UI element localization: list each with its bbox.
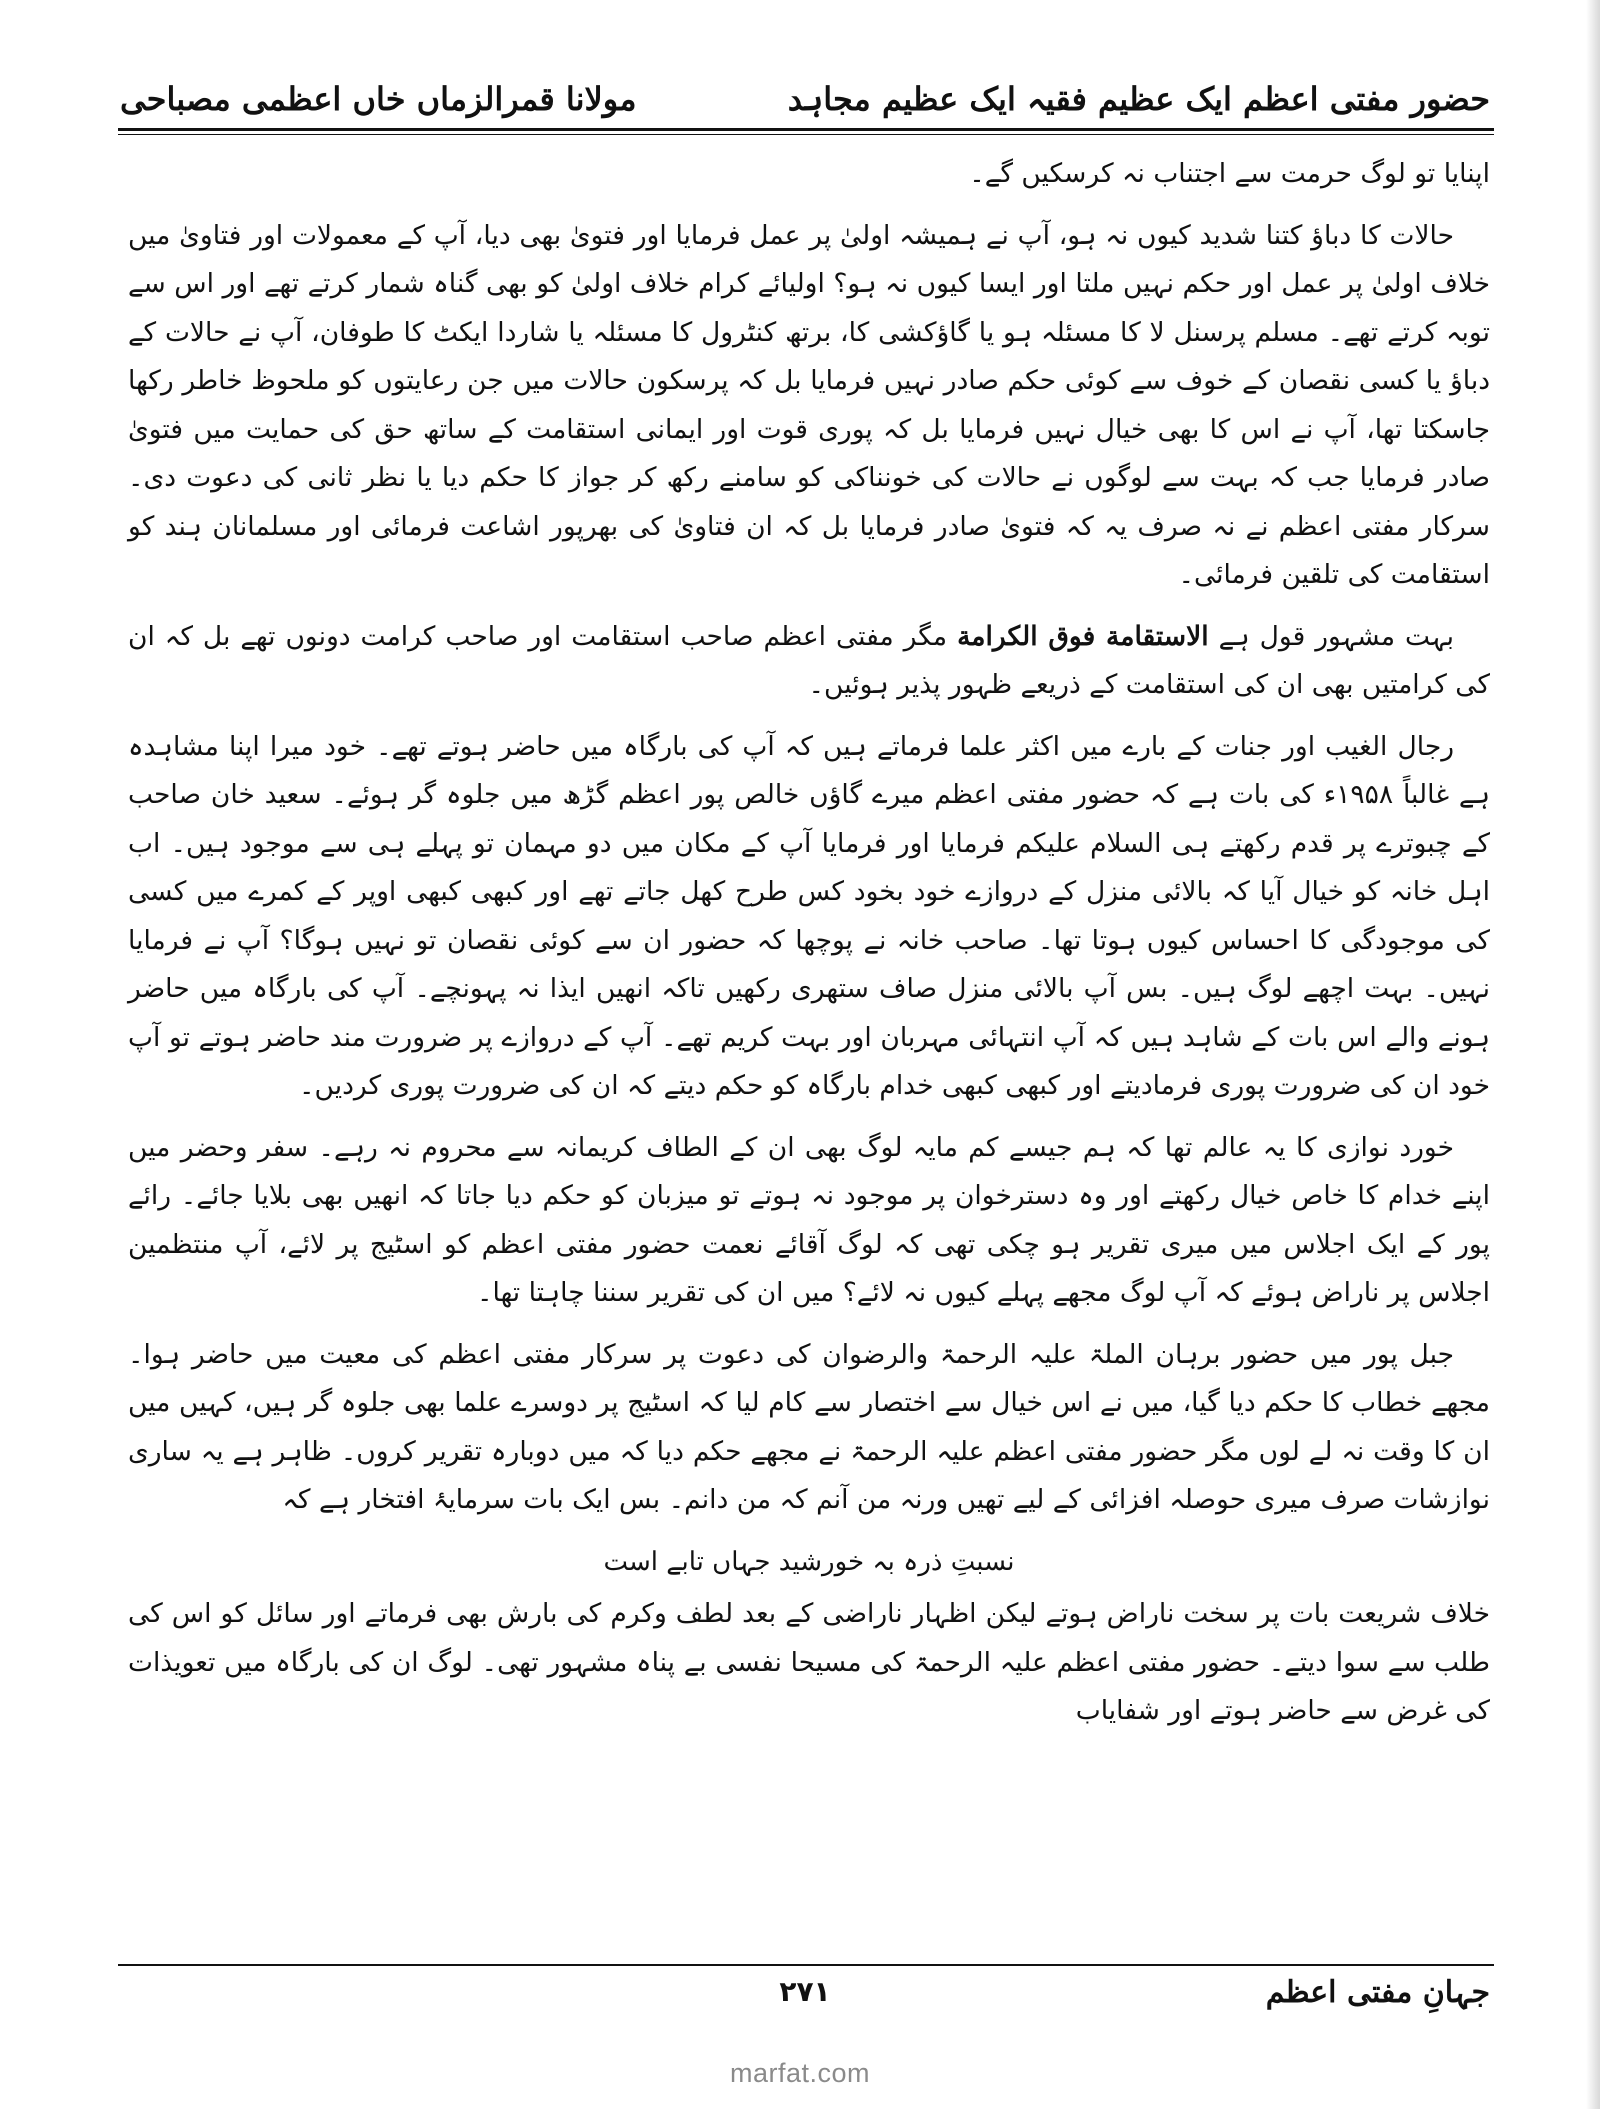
page-edge-shadow xyxy=(1586,0,1600,2109)
paragraph-jabalpur: جبل پور میں حضور برہان الملۃ علیہ الرحمۃ والرضوان کی دعوت پر سرکار مفتی اعظم کی معیت میں حاضر ہوا۔ مجھے خطاب کا حکم دیا گیا، میں نے اس خیال سے اختصار سے کام لیا کہ اسٹیج پر دوسرے علما بھی جلوہ گر ہیں، کہیں میں ان کا وقت نہ لے لوں مگر حضور مفتی اعظم علیہ الرحمۃ نے مجھے حکم دیا کہ میں دوبارہ تقریر کروں۔ ظاہر ہے یہ ساری نوازشات صرف میری حوصلہ افزائی کے لیے تھیں ورنہ من آنم کہ من دانم۔ بس ایک بات سرمایۂ افتخار ہے کہ xyxy=(128,1338,1490,1515)
paragraph-quote xyxy=(128,613,1490,710)
header-rule xyxy=(118,128,1494,135)
paragraph-steadfastness: حالات کا دباؤ کتنا شدید کیوں نہ ہو، آپ نے ہمیشہ اولیٰ پر عمل فرمایا اور فتویٰ بھی دیا، آپ کے معمولات اور فتاویٰ میں خلاف اولیٰ پر عمل اور حکم نہیں ملتا اور ایسا کیوں نہ ہو؟ اولیائے کرام خلاف اولیٰ کو بھی گناہ شمار کرتے تھے اور اس سے توبہ کرتے تھے۔ مسلم پرسنل لا کا مسئلہ ہو یا گاؤکشی کا، برتھ کنٹرول کا مسئلہ یا شاردا ایکٹ کا طوفان، آپ نے حالات کے دباؤ یا کسی نقصان کے خوف سے کوئی حکم صادر نہیں فرمایا بل کہ پرسکون حالات میں جن رعایتوں کو ملحوظ خاطر رکھا جاسکتا تھا، آپ نے اس کا بھی خیال نہیں فرمایا بل کہ پوری قوت اور ایمانی استقامت کے ساتھ حق کی حمایت میں فتویٰ صادر فرمایا جب کہ بہت سے لوگوں نے حالات کی خونناکی کو سامنے رکھ کر جواز کا حکم دیا یا نظر ثانی کی دعوت دی۔ سرکار مفتی اعظم نے نہ صرف یہ کہ فتویٰ صادر فرمایا بل کہ ان فتاویٰ کی بھرپور اشاعت فرمائی اور مسلمانان ہند کو استقامت کی تلقین فرمائی۔ xyxy=(128,219,1490,590)
quote-after: مگر مفتی اعظم صاحب استقامت اور صاحب کرامت دونوں تھے بل کہ ان کی کرامتیں بھی ان کی استقامت کے ذریعے ظہور پذیر ہوئیں۔ xyxy=(128,620,1490,700)
arabic-quote: الاستقامة فوق الكرامة xyxy=(957,620,1209,652)
quote-before: بہت مشہور قول ہے xyxy=(1218,620,1454,652)
running-header xyxy=(120,48,1490,118)
page-footer xyxy=(120,1975,1490,2035)
footer-rule xyxy=(118,1964,1494,1966)
paragraph-kindness: خورد نوازی کا یہ عالم تھا کہ ہم جیسے کم مایہ لوگ بھی ان کے الطاف کریمانہ سے محروم نہ رہے۔ سفر وحضر میں اپنے خدام کا خاص خیال رکھتے اور وہ دسترخوان پر موجود نہ ہوتے تو میزبان کو حکم دیا جاتا کہ انھیں بھی بلایا جائے۔ رائے پور کے ایک اجلاس میں میری تقریر ہو چکی تھی کہ لوگ آقائے نعمت حضور مفتی اعظم کو اسٹیج پر لائے، آپ منتظمین اجلاس پر ناراض ہوئے کہ آپ لوگ مجھے پہلے کیوں نہ لائے؟ میں ان کی تقریر سننا چاہتا تھا۔ xyxy=(128,1131,1490,1308)
header-title: حضور مفتی اعظم ایک عظیم فقیہ ایک عظیم مجاہد xyxy=(787,79,1490,118)
paragraph-continuation: اپنایا تو لوگ حرمت سے اجتناب نہ کرسکیں گے۔ xyxy=(969,158,1490,189)
header-author: مولانا قمرالزماں خاں اعظمی مصباحی xyxy=(120,79,637,118)
paragraph-closing: خلاف شریعت بات پر سخت ناراض ہوتے لیکن اظہار ناراضی کے بعد لطف وکرم کی بارش بھی فرماتے اور سائل کو اس کی طلب سے سوا دیتے۔ حضور مفتی اعظم علیہ الرحمۃ کی مسیحا نفسی بے پناہ مشہور تھی۔ لوگ ان کی بارگاہ میں تعویذات کی غرض سے حاضر ہوتے اور شفایاب xyxy=(128,1598,1490,1726)
page-number: ۲۷۱ xyxy=(779,1975,831,2008)
article-body xyxy=(128,150,1490,1749)
watermark: marfat.com xyxy=(729,2058,871,2088)
paragraph-jinn: رجال الغیب اور جنات کے بارے میں اکثر علما فرماتے ہیں کہ آپ کی بارگاہ میں حاضر ہوتے تھے۔ خود میرا اپنا مشاہدہ ہے غالباً ۱۹۵۸ء کی بات ہے کہ حضور مفتی اعظم میرے گاؤں خالص پور اعظم گڑھ میں جلوہ گر ہوئے۔ سعید خان صاحب کے چبوترے پر قدم رکھتے ہی السلام علیکم فرمایا اور فرمایا آپ کے مکان میں دو مہمان تو پہلے ہی سے موجود ہیں۔ اب اہل خانہ کو خیال آیا کہ بالائی منزل کے دروازے خود بخود کس طرح کھل جاتے تھے اور کبھی کبھی اوپر کے کمرے میں کسی کی موجودگی کا احساس کیوں ہوتا تھا۔ صاحب خانہ نے پوچھا کہ حضور ان سے کوئی نقصان تو نہیں ہوگا؟ آپ نے فرمایا نہیں۔ بہت اچھے لوگ ہیں۔ بس آپ بالائی منزل صاف ستھری رکھیں تاکہ انھیں ایذا نہ پہونچے۔ آپ کی بارگاہ میں حاضر ہونے والے اس بات کے شاہد ہیں کہ آپ انتہائی مہربان اور بہت کریم تھے۔ آپ کے دروازے پر ضرورت مند حاضر ہوتے تو آپ خود ان کی ضرورت پوری فرمادیتے اور کبھی کبھی خدام بارگاہ کو حکم دیتے کہ ان کی ضرورت پوری کردیں۔ xyxy=(128,730,1490,1101)
footer-journal-title: جہانِ مفتی اعظم xyxy=(1265,1975,1490,2010)
persian-verse: نسبتِ ذرہ بہ خورشید جہاں تابے است xyxy=(603,1546,1015,1577)
